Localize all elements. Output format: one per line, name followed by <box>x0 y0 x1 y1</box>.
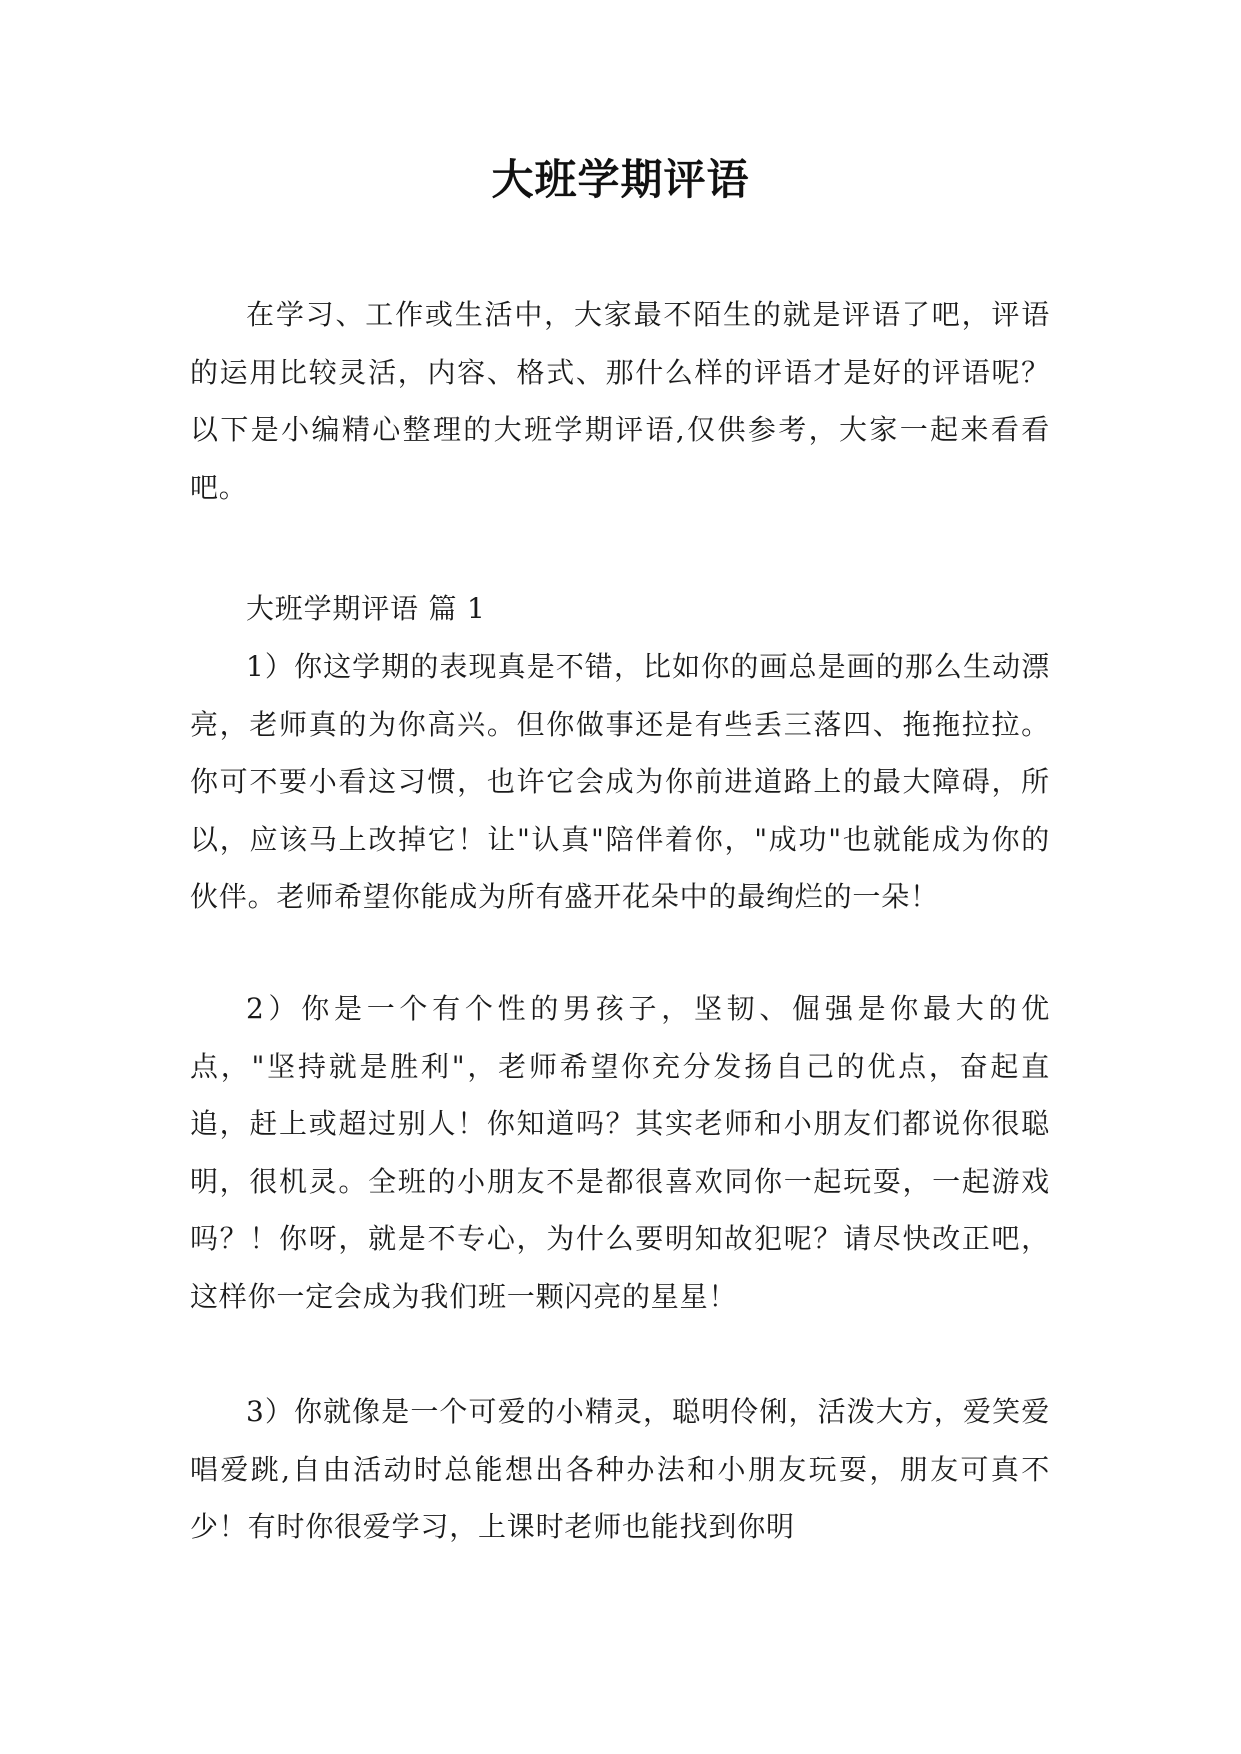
comment-paragraph: 1）你这学期的表现真是不错，比如你的画总是画的那么生动漂亮，老师真的为你高兴。但你做事还是有些丢三落四、拖拖拉拉。你可不要小看这习惯，也许它会成为你前进道路上的最大障碍，所以，应该马上改掉它！让"认真"陪伴着你，"成功"也就能成为你的伙伴。老师希望你能成为所有盛开花朵中的最绚烂的一朵！ <box>190 650 1050 913</box>
comment-paragraph: 2）你是一个有个性的男孩子，坚韧、倔强是你最大的优点，"坚持就是胜利"，老师希望你充分发扬自己的优点，奋起直追，赶上或超过别人！你知道吗？其实老师和小朋友们都说你很聪明，很机灵。全班的小朋友不是都很喜欢同你一起玩耍，一起游戏吗？！你呀，就是不专心，为什么要明知故犯呢？请尽快改正吧，这样你一定会成为我们班一颗闪亮的星星！ <box>190 992 1050 1313</box>
document-title: 大班学期评语 <box>491 155 750 204</box>
comment-paragraph: 3）你就像是一个可爱的小精灵，聪明伶俐，活泼大方，爱笑爱唱爱跳,自由活动时总能想出各种办法和小朋友玩耍，朋友可真不少！有时你很爱学习，上课时老师也能找到你明 <box>190 1395 1050 1543</box>
intro-paragraph: 在学习、工作或生活中，大家最不陌生的就是评语了吧，评语的运用比较灵活，内容、格式、那什么样的评语才是好的评语呢？以下是小编精心整理的大班学期评语,仅供参考，大家一起来看看吧。 <box>190 298 1050 504</box>
section-heading: 大班学期评语 篇 1 <box>246 592 486 625</box>
